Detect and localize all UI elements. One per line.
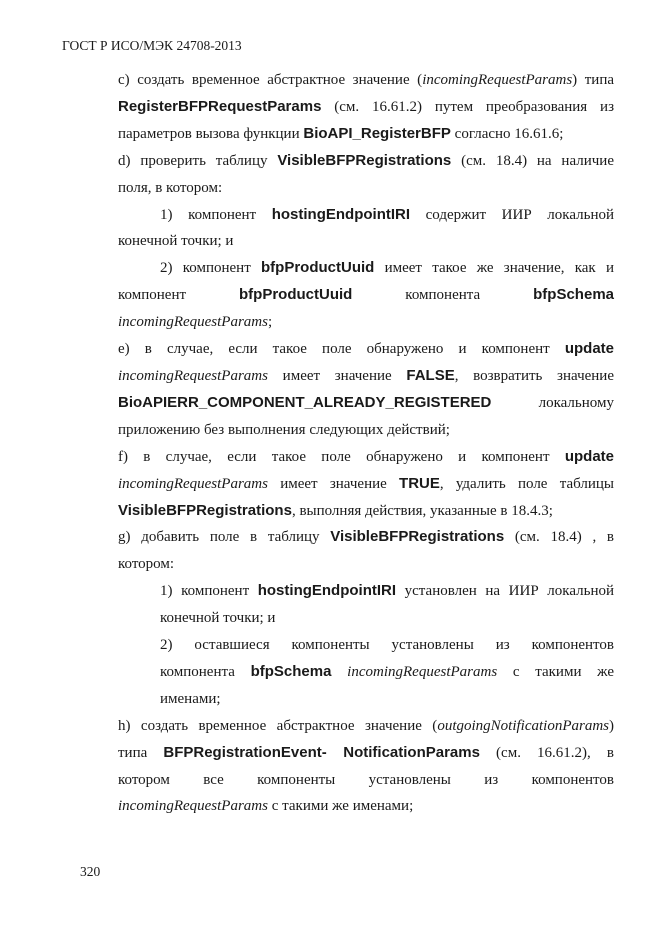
- list-item-g-1: [118, 578, 614, 632]
- text: , выполняя действия, указанные в 18.4.3;: [291, 502, 553, 519]
- text: ): [609, 717, 614, 734]
- type-name: RegisterBFPRequestParams: [118, 97, 322, 115]
- component-name: bfpProductUuid: [239, 286, 353, 304]
- line: поля, в котором:: [118, 179, 223, 196]
- line: [118, 498, 614, 525]
- text: типа: [118, 744, 164, 761]
- component-name: update: [564, 340, 614, 358]
- list-item-e: [118, 336, 614, 444]
- text: d) проверить таблицу: [118, 152, 278, 169]
- line: [118, 793, 614, 820]
- page-header-doc-id: ГОСТ Р ИСО/МЭК 24708-2013: [62, 38, 242, 53]
- line: [118, 121, 614, 148]
- text: согласно 16.61.6;: [450, 125, 564, 142]
- list-item-h: [118, 713, 614, 821]
- type-name: BFPRegistrationEvent- NotificationParams: [163, 743, 480, 761]
- component-name: bfpSchema: [533, 286, 614, 304]
- page-number: 320: [80, 864, 101, 879]
- param-name: incomingRequestParams: [422, 72, 573, 88]
- line: [118, 148, 614, 175]
- param-name: incomingRequestParams: [118, 314, 268, 331]
- param-name: incomingRequestParams: [118, 367, 268, 384]
- text: (см. 16.61.2), в: [479, 744, 614, 761]
- component-name: hostingEndpointIRI: [257, 582, 397, 600]
- line: [160, 578, 614, 605]
- line: [118, 740, 614, 767]
- line: [118, 363, 614, 390]
- text: имеет значение: [267, 475, 400, 492]
- component-name: bfpProductUuid: [261, 259, 375, 277]
- list-item-g: [118, 524, 614, 578]
- list-item-c: [118, 67, 614, 148]
- table-name: VisibleBFPRegistrations: [118, 501, 292, 519]
- text: 1) компонент: [160, 583, 258, 600]
- line: [118, 94, 614, 121]
- table-name: VisibleBFPRegistrations: [330, 528, 505, 546]
- line: [118, 309, 614, 336]
- line: приложению без выполнения следующих действий;: [118, 421, 450, 438]
- param-name: outgoingNotificationParams: [437, 717, 609, 734]
- text: содержит ИИР локальной: [410, 206, 614, 223]
- line: [118, 67, 614, 94]
- component-name: bfpSchema: [250, 662, 332, 680]
- line: конечной точки; и: [160, 610, 276, 627]
- list-item-g-2: [118, 632, 614, 713]
- text: с такими же: [497, 663, 615, 680]
- text: g) добавить поле в таблицу: [118, 529, 331, 546]
- param-name: incomingRequestParams: [118, 475, 268, 492]
- text: , возвратить значение: [454, 367, 614, 384]
- function-name: BioAPI_RegisterBFP: [303, 124, 451, 142]
- text: 2) компонент: [160, 260, 262, 277]
- error-code: BioAPIERR_COMPONENT_ALREADY_REGISTERED: [118, 393, 492, 411]
- component-name: hostingEndpointIRI: [271, 205, 411, 223]
- text: (см. 18.4) на наличие: [451, 152, 614, 169]
- table-name: VisibleBFPRegistrations: [277, 151, 452, 169]
- line: [118, 336, 614, 363]
- text: имеет такое же значение, как и: [374, 260, 614, 277]
- text: локальному: [491, 394, 614, 411]
- line: [160, 659, 614, 686]
- param-name: incomingRequestParams: [347, 663, 498, 680]
- text: ) типа: [572, 72, 615, 88]
- param-name: incomingRequestParams: [118, 798, 268, 815]
- text: компонента: [160, 663, 251, 680]
- list-item-f: [118, 444, 614, 525]
- line: 2) оставшиеся компоненты установлены из компонентов: [160, 637, 614, 654]
- text: e) в случае, если такое поле обнаружено и компонент: [118, 341, 565, 358]
- line: [118, 444, 614, 471]
- line: именами;: [160, 690, 221, 707]
- line: [118, 202, 614, 229]
- line: котором:: [118, 556, 175, 573]
- text: (см. 18.4) , в: [504, 529, 614, 546]
- line: котором все компоненты установлены из компонентов: [118, 771, 614, 788]
- text: 1) компонент: [160, 206, 272, 223]
- line: [118, 390, 614, 417]
- line: [118, 713, 614, 740]
- list-item-d-2: [118, 255, 614, 336]
- list-item-d: [118, 148, 614, 202]
- text: f) в случае, если такое поле обнаружено и компонент: [118, 448, 565, 465]
- line: [118, 524, 614, 551]
- text: параметров вызова функции: [118, 125, 304, 142]
- text: ;: [267, 314, 273, 331]
- list-item-d-1: [118, 202, 614, 256]
- text: (см. 16.61.2) путем преобразования из: [321, 98, 614, 115]
- line: конечной точки; и: [118, 233, 234, 250]
- component-name: update: [564, 447, 614, 465]
- value-constant: TRUE: [399, 474, 440, 492]
- text: с такими же именами;: [267, 798, 414, 815]
- text: имеет значение: [267, 367, 407, 384]
- text: компонента: [352, 287, 534, 304]
- document-body: [118, 67, 614, 820]
- text: установлен на ИИР локальной: [396, 583, 614, 600]
- text: компонент: [118, 287, 239, 304]
- value-constant: FALSE: [406, 366, 455, 384]
- text: , удалить поле таблицы: [439, 475, 614, 492]
- line: [118, 255, 614, 282]
- line: [118, 471, 614, 498]
- text: c) создать временное абстрактное значение (: [118, 72, 423, 88]
- text: [331, 664, 347, 680]
- line: [118, 282, 614, 309]
- text: h) создать временное абстрактное значение (: [118, 717, 438, 734]
